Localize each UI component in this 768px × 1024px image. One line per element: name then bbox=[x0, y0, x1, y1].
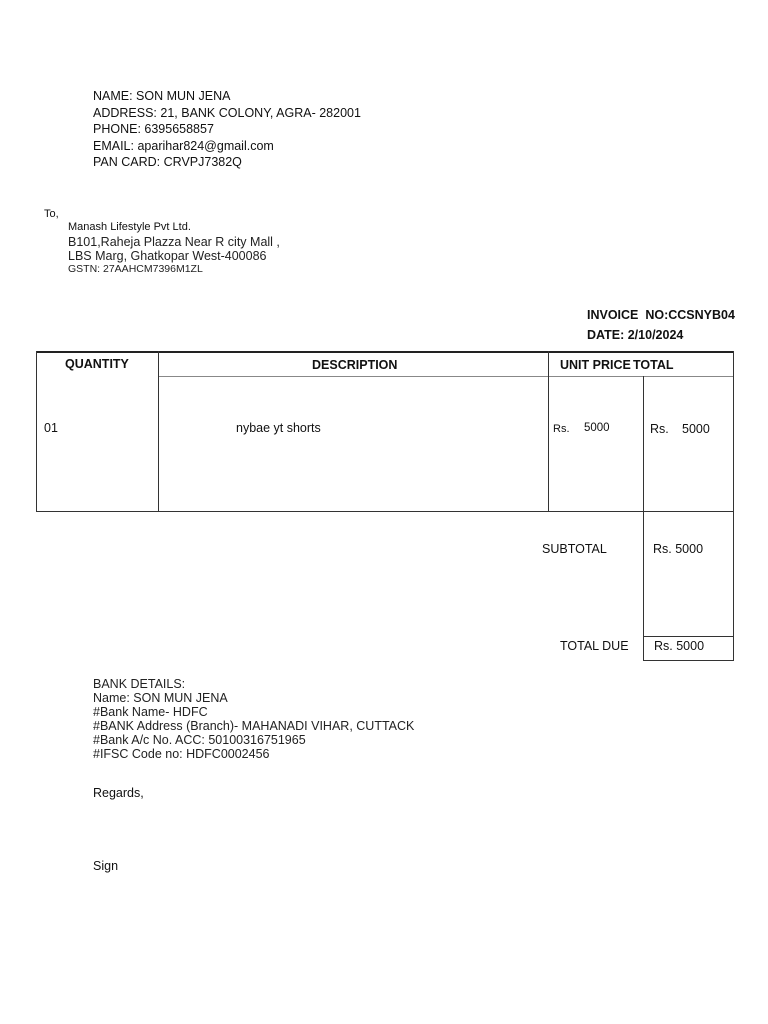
regards-text: Regards, bbox=[93, 786, 144, 800]
sender-name: NAME: SON MUN JENA bbox=[93, 89, 231, 103]
row-description: nybae yt shorts bbox=[236, 421, 321, 435]
header-description: DESCRIPTION bbox=[312, 358, 398, 372]
bank-details-block bbox=[93, 677, 414, 761]
sign-text: Sign bbox=[93, 859, 119, 873]
header-quantity: QUANTITY bbox=[65, 357, 129, 371]
subtotal-value: Rs. 5000 bbox=[653, 542, 704, 556]
total-due-label: TOTAL DUE bbox=[560, 639, 629, 653]
sender-block bbox=[93, 88, 361, 171]
bank-heading: BANK DETAILS: bbox=[93, 677, 186, 691]
row-total-value: 5000 bbox=[682, 422, 710, 436]
row-total-prefix: Rs. bbox=[650, 422, 669, 436]
recipient-block bbox=[68, 221, 280, 275]
table-header-divider bbox=[159, 376, 734, 377]
sender-phone: PHONE: 6395658857 bbox=[93, 122, 214, 136]
table-bottom-border bbox=[36, 511, 734, 512]
sender-pan: PAN CARD: CRVPJ7382Q bbox=[93, 155, 242, 169]
recipient-address-line1: B101,Raheja Plazza Near R city Mall , bbox=[68, 235, 280, 249]
table-divider-unit bbox=[643, 376, 644, 660]
bank-account-number: #Bank A/c No. ACC: 50100316751965 bbox=[93, 733, 306, 747]
row-unit-price-prefix: Rs. bbox=[553, 423, 570, 435]
table-divider-desc bbox=[548, 351, 549, 512]
sender-address: ADDRESS: 21, BANK COLONY, AGRA- 282001 bbox=[93, 105, 361, 120]
invoice-number: INVOICE NO:CCSNYB04 bbox=[587, 308, 735, 322]
table-top-border bbox=[36, 351, 734, 353]
total-due-top-border bbox=[643, 636, 734, 637]
sender-email: EMAIL: aparihar824@gmail.com bbox=[93, 138, 274, 153]
row-quantity: 01 bbox=[44, 421, 58, 435]
recipient-to: To, bbox=[44, 208, 59, 220]
recipient-address-line2: LBS Marg, Ghatkopar West-400086 bbox=[68, 248, 267, 263]
row-unit-price-value: 5000 bbox=[584, 422, 610, 434]
bank-name: #Bank Name- HDFC bbox=[93, 705, 208, 719]
total-due-value: Rs. 5000 bbox=[654, 639, 705, 653]
recipient-company: Manash Lifestyle Pvt Ltd. bbox=[68, 221, 191, 233]
subtotal-label: SUBTOTAL bbox=[542, 542, 607, 556]
header-total: TOTAL bbox=[633, 358, 674, 372]
bank-account-name: Name: SON MUN JENA bbox=[93, 691, 228, 705]
table-divider-qty bbox=[158, 351, 159, 512]
table-left-border bbox=[36, 351, 37, 512]
bank-branch: #BANK Address (Branch)- MAHANADI VIHAR, CUTTACK bbox=[93, 719, 415, 733]
table-right-border bbox=[733, 351, 734, 660]
header-unit-price: UNIT PRICE bbox=[560, 358, 631, 372]
bank-ifsc: #IFSC Code no: HDFC0002456 bbox=[93, 747, 270, 761]
invoice-date: DATE: 2/10/2024 bbox=[587, 328, 684, 342]
total-due-bottom-border bbox=[643, 660, 734, 661]
recipient-gstn: GSTN: 27AAHCM7396M1ZL bbox=[68, 263, 203, 275]
